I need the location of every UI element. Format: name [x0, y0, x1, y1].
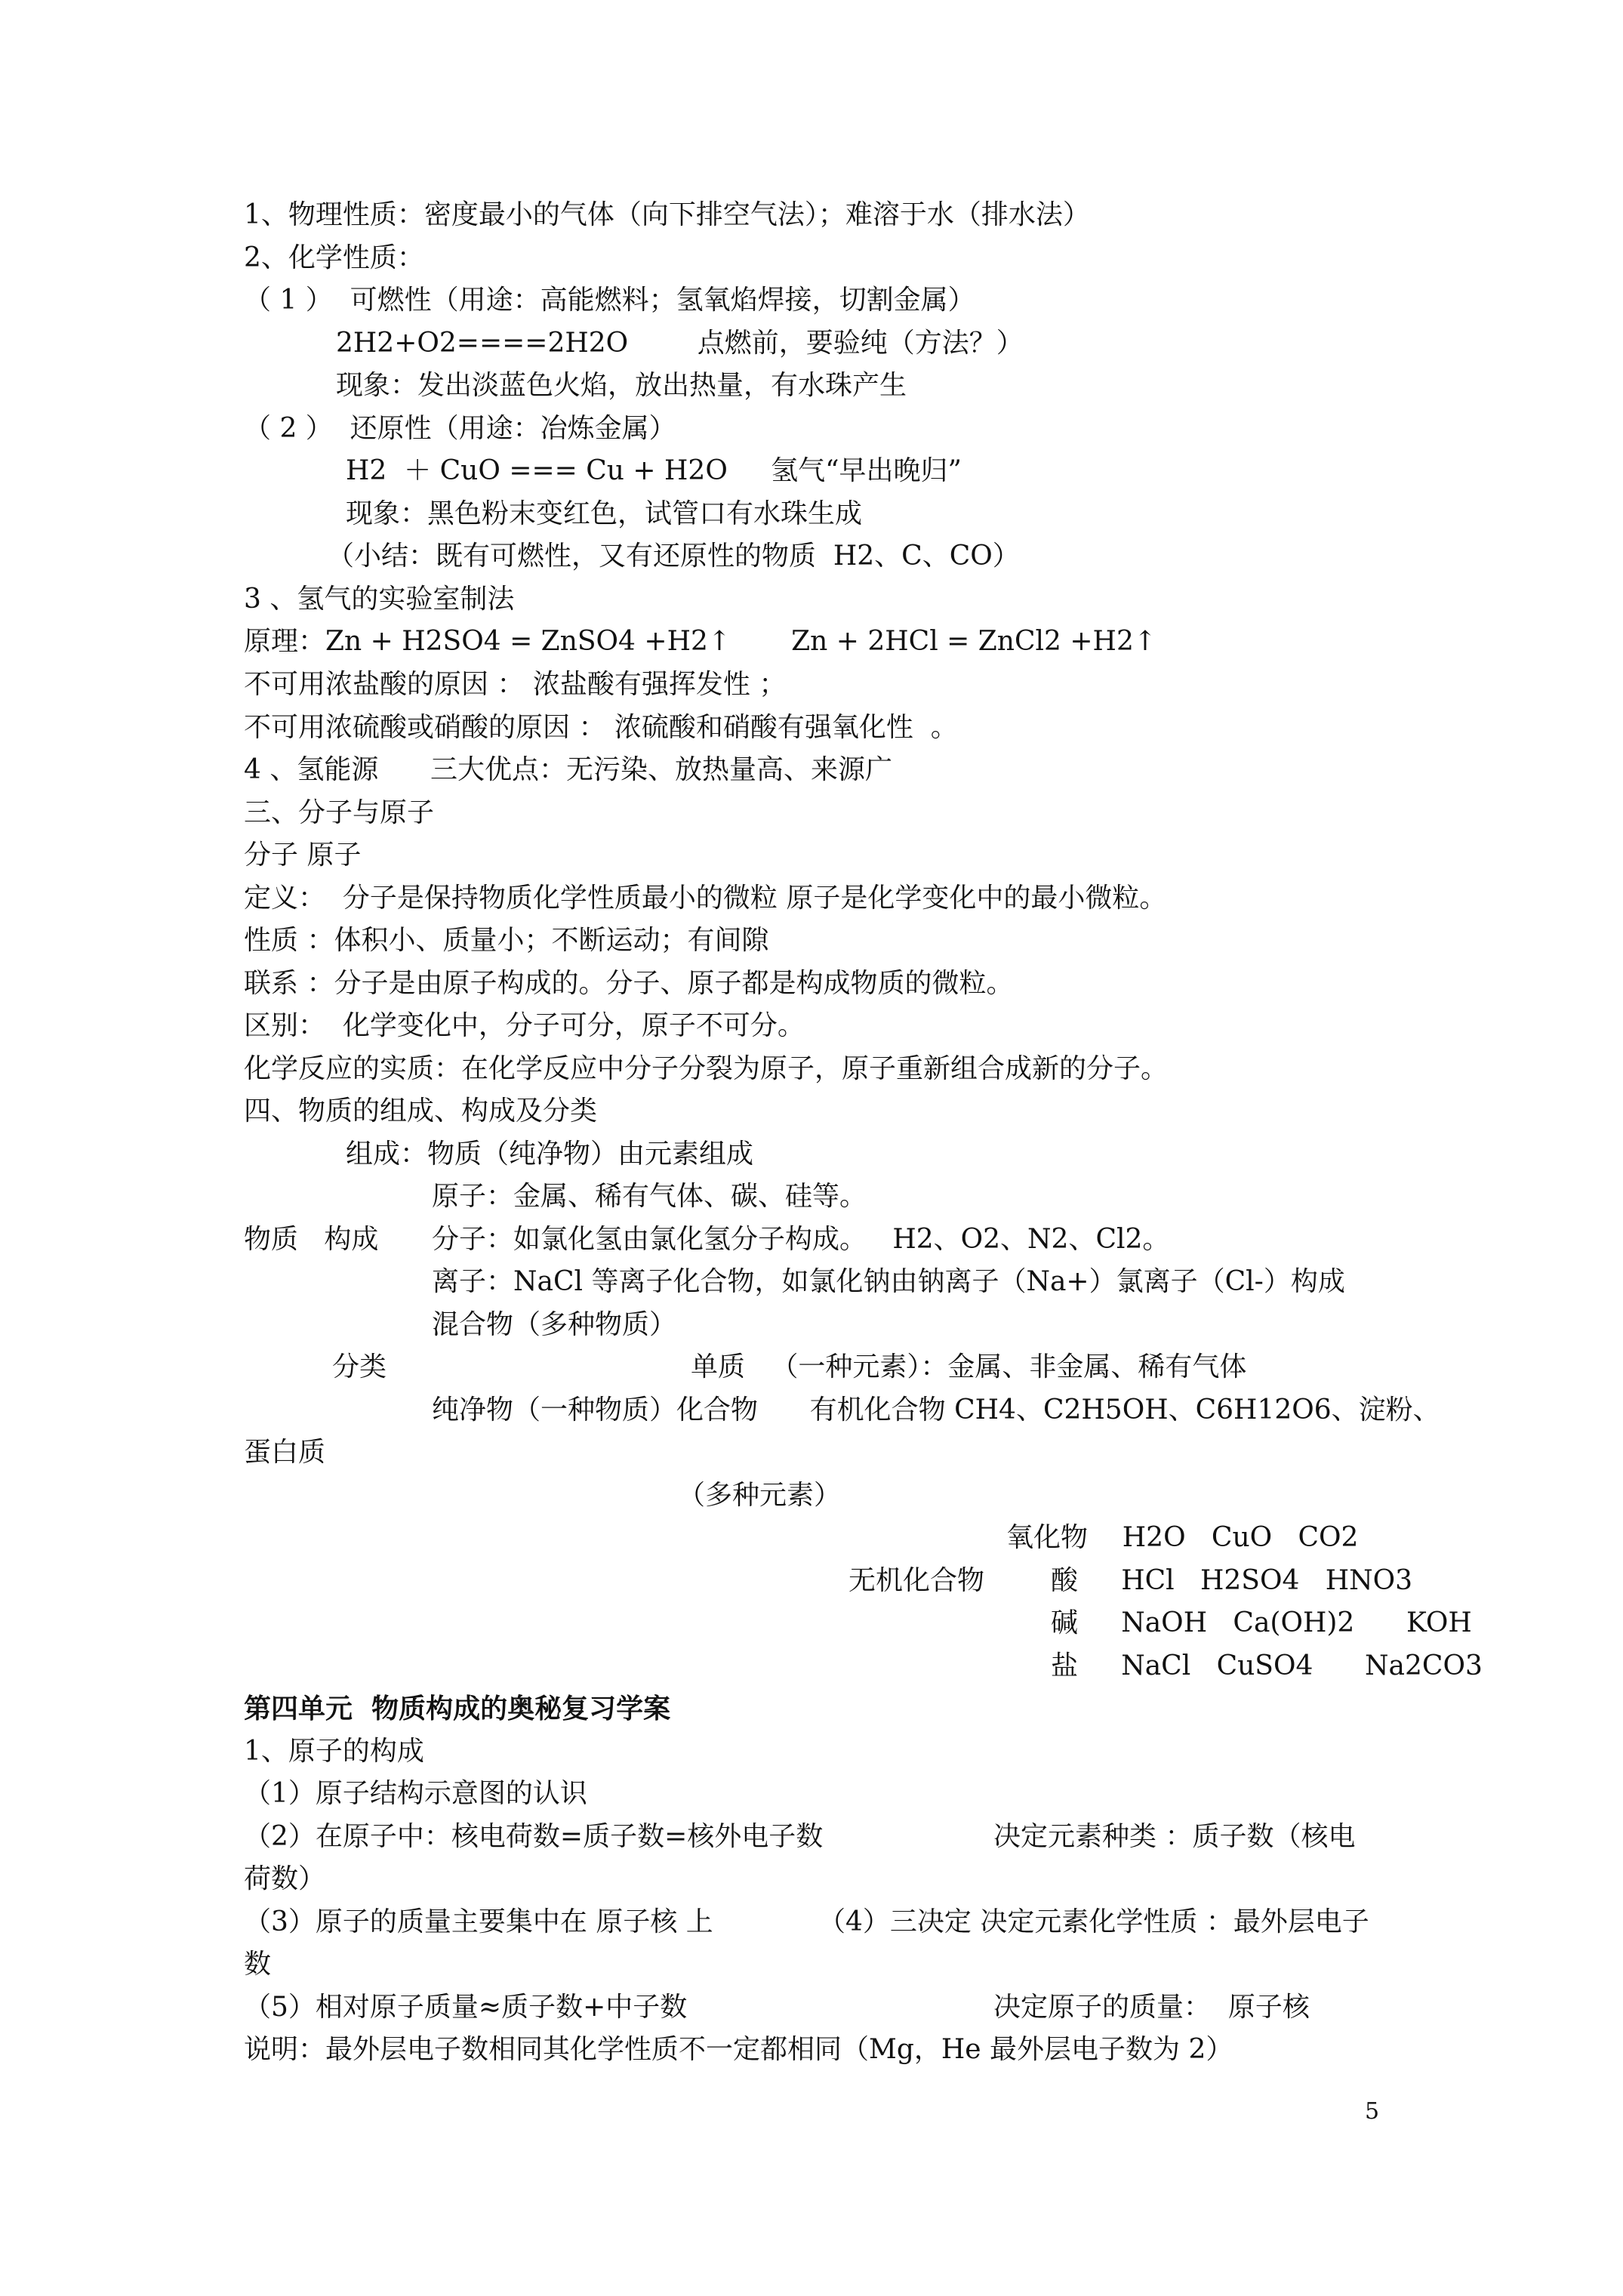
doc-line: 分子：如氯化氢由氯化氢分子构成。 H2、O2、N2、Cl2。: [432, 1224, 1170, 1255]
doc-line: 组成：物质（纯净物）由元素组成: [346, 1139, 754, 1170]
doc-line: （ 1 ） 可燃性（用途：高能燃料；氢氧焰焊接，切割金属）: [244, 285, 975, 316]
doc-line: 数: [244, 1949, 272, 1980]
doc-line: 定义： 分子是保持物质化学性质最小的微粒 原子是化学变化中的最小微粒。: [244, 883, 1167, 914]
doc-line: 无机化合物: [848, 1565, 985, 1596]
doc-line: 3 、氢气的实验室制法: [244, 584, 515, 615]
doc-line: （小结：既有可燃性，又有还原性的物质 H2、C、CO）: [327, 541, 1020, 572]
doc-line: 三、分子与原子: [244, 797, 435, 828]
doc-line: （2）在原子中：核电荷数=质子数=核外电子数: [244, 1821, 824, 1852]
doc-line: 4 、氢能源 三大优点：无污染、放热量高、来源广: [244, 754, 893, 785]
doc-line: 现象：黑色粉末变红色，试管口有水珠生成: [346, 498, 863, 529]
doc-line: 不可用浓硫酸或硝酸的原因 ： 浓硫酸和硝酸有强氧化性 。: [244, 712, 958, 743]
doc-line: 氧化物 H2O CuO CO2: [1006, 1522, 1359, 1553]
doc-line: 不可用浓盐酸的原因 ： 浓盐酸有强挥发性 ；: [244, 669, 787, 700]
doc-line: （1）原子结构示意图的认识: [244, 1778, 587, 1809]
doc-line: 2H2+O2====2H2O 点燃前，要验纯（方法？）: [336, 328, 1024, 359]
doc-line: （多种元素）: [678, 1480, 842, 1511]
doc-line: （4）三决定 决定元素化学性质 ：最外层电子: [818, 1906, 1369, 1937]
doc-line: 2、化学性质：: [244, 242, 424, 273]
doc-line: 决定元素种类 ：质子数（核电: [993, 1821, 1356, 1852]
doc-line: 分子 原子: [244, 840, 362, 871]
doc-line: 决定原子的质量： 原子核: [993, 1992, 1310, 2023]
doc-line: 荷数）: [244, 1863, 326, 1894]
doc-line: 说明：最外层电子数相同其化学性质不一定都相同（Mg，He 最外层电子数为 2）: [244, 2034, 1233, 2065]
doc-line: 纯净物（一种物质）化合物 有机化合物 CH4、C2H5OH、C6H12O6、淀粉、: [432, 1395, 1440, 1425]
doc-line: 1、物理性质：密度最小的气体（向下排空气法）；难溶于水（排水法）: [244, 199, 1090, 230]
doc-line: 化学反应的实质：在化学反应中分子分裂为原子，原子重新组合成新的分子。: [244, 1053, 1169, 1084]
doc-line: 原子：金属、稀有气体、碳、硅等。: [432, 1181, 867, 1212]
doc-line: 性质 ：体积小、质量小；不断运动；有间隙: [244, 925, 769, 956]
doc-line: 区别： 化学变化中，分子可分，原子不可分。: [244, 1010, 805, 1041]
doc-line: 现象：发出淡蓝色火焰，放出热量，有水珠产生: [336, 370, 907, 401]
doc-line: H2 ＋ CuO === Cu + H2O 氢气“早出晚归”: [346, 455, 962, 486]
doc-line: 离子：NaCl 等离子化合物，如氯化钠由钠离子（Na+）氯离子（Cl-）构成: [432, 1266, 1345, 1297]
doc-line: 酸 HCl H2SO4 HNO3: [1051, 1565, 1413, 1596]
doc-line: 分类: [332, 1351, 387, 1382]
doc-line: 单质 （一种元素）：金属、非金属、稀有气体: [691, 1351, 1247, 1382]
doc-line: （5）相对原子质量≈质子数+中子数: [244, 1992, 688, 2023]
section-heading: 第四单元 物质构成的奥秘复习学案: [244, 1693, 671, 1724]
doc-line: 原理：Zn + H2SO4 = ZnSO4 +H2↑ Zn + 2HCl = ZnCl2 +H2↑: [244, 626, 1157, 657]
doc-line: 盐 NaCl CuSO4 Na2CO3: [1051, 1650, 1483, 1681]
page-number: 5: [1365, 2098, 1380, 2125]
doc-line: 混合物（多种物质）: [432, 1309, 677, 1340]
doc-line: 四、物质的组成、构成及分类: [244, 1096, 598, 1126]
doc-line: 碱 NaOH Ca(OH)2 KOH: [1051, 1607, 1472, 1638]
doc-line: 物质 构成: [244, 1224, 379, 1255]
doc-line: 1、原子的构成: [244, 1736, 424, 1767]
doc-line: （3）原子的质量主要集中在 原子核 上: [244, 1906, 713, 1937]
doc-line: 联系 ：分子是由原子构成的。分子、原子都是构成物质的微粒。: [244, 968, 1014, 999]
doc-line: 蛋白质: [244, 1437, 326, 1468]
doc-line: （ 2 ） 还原性（用途：冶炼金属）: [244, 413, 676, 444]
